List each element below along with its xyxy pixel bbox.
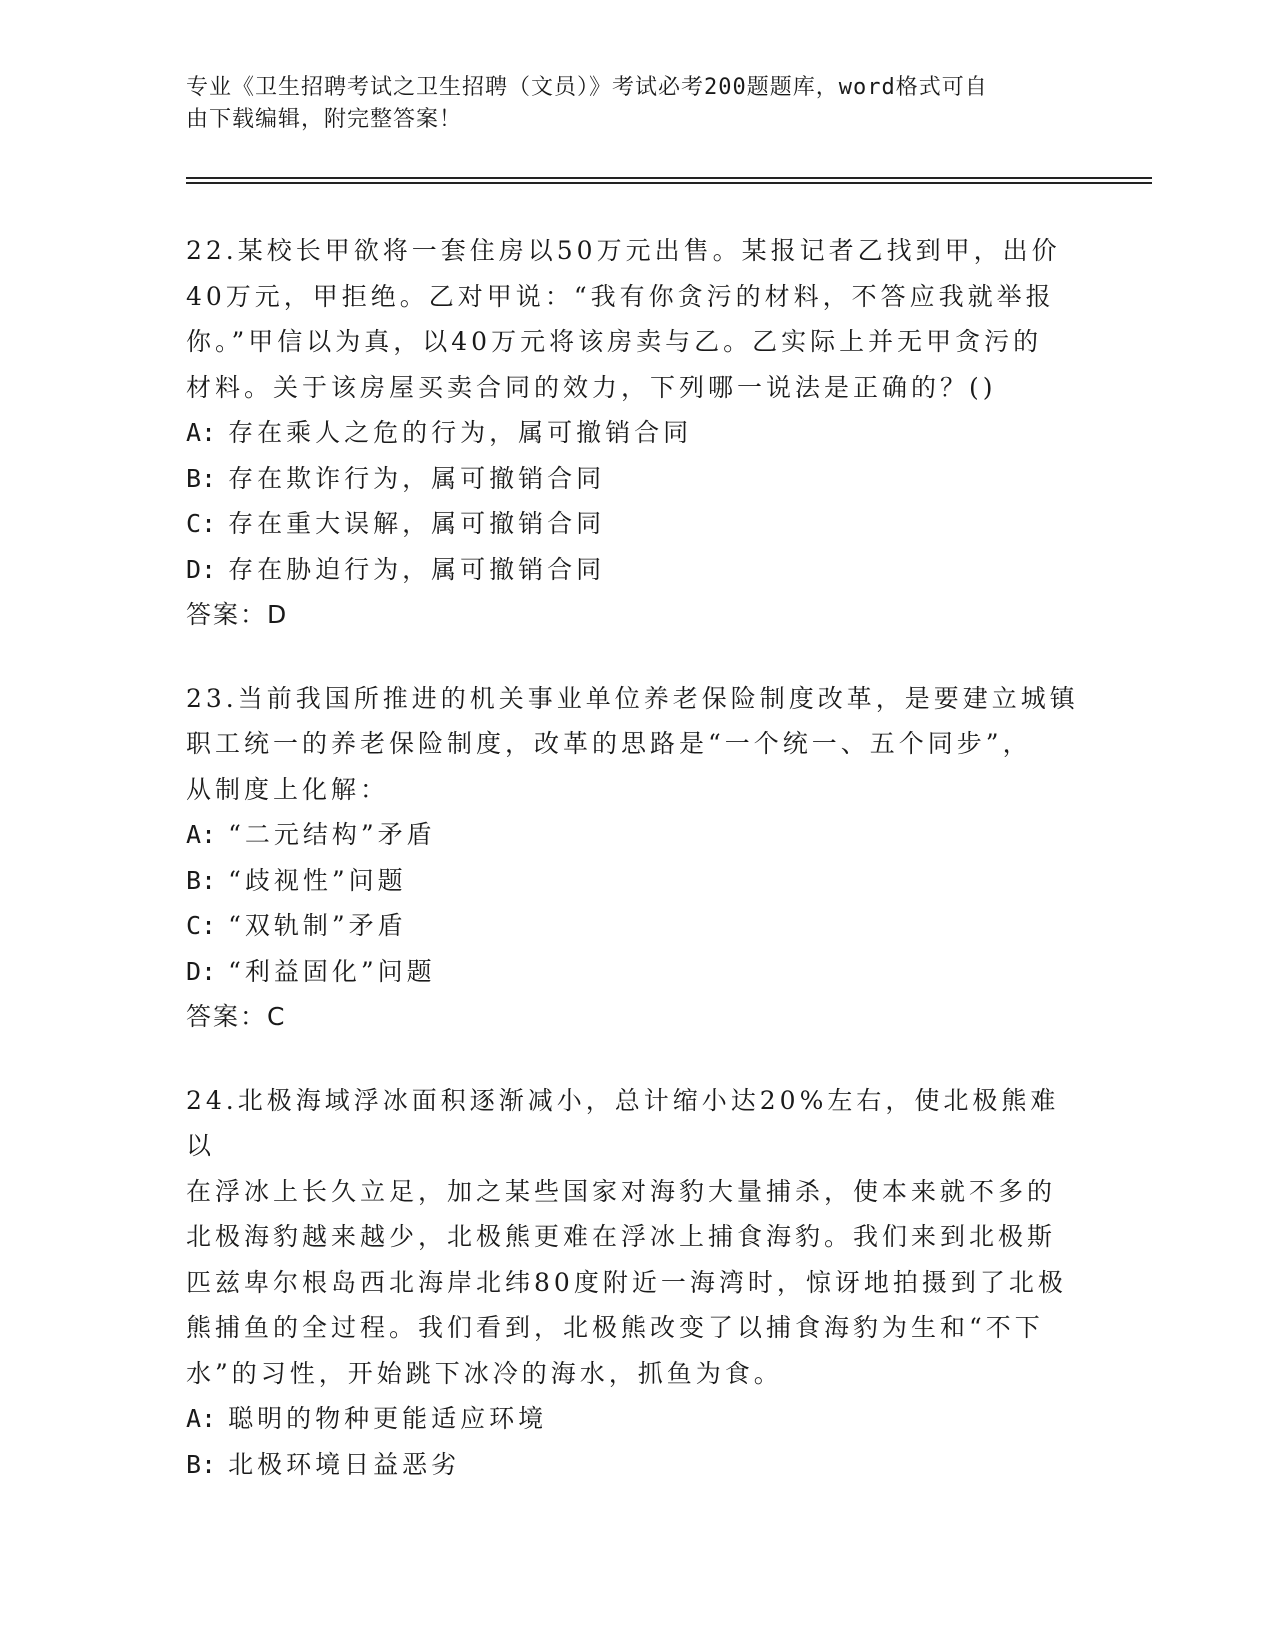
option-key: B:	[186, 865, 217, 895]
option-key: D:	[186, 554, 217, 584]
option-key: A:	[186, 1404, 217, 1433]
question-line: 北极海豹越来越少，北极熊更难在浮冰上捕食海豹。我们来到北极斯	[186, 1222, 1057, 1251]
option-b	[186, 456, 1086, 502]
option-text: “二元结构”矛盾	[228, 820, 436, 849]
option-a	[186, 410, 1086, 456]
option-key: B:	[186, 463, 217, 493]
question-22	[186, 228, 1086, 638]
question-line: 24.北极海域浮冰面积逐渐减小，总计缩小达20%左右，使北极熊难以	[186, 1085, 1060, 1160]
question-line: 22.某校长甲欲将一套住房以50万元出售。某报记者乙找到甲，出价	[186, 236, 1061, 265]
header-line-1: 专业《卫生招聘考试之卫生招聘（文员）》考试必考200题题库，word格式可自	[186, 75, 988, 100]
option-key: C:	[186, 911, 217, 940]
option-c	[186, 501, 1086, 547]
answer-label: 答案：D	[186, 600, 289, 629]
option-text: 存在胁迫行为，属可撤销合同	[228, 554, 606, 584]
question-line: 从制度上化解：	[186, 774, 390, 804]
option-key: C:	[186, 509, 217, 538]
option-key: B:	[186, 1449, 217, 1479]
question-line: 水”的习性，开始跳下冰冷的海水，抓鱼为食。	[186, 1358, 783, 1388]
option-text: “双轨制”矛盾	[228, 911, 407, 940]
option-key: A:	[186, 820, 217, 849]
question-line: 材料。关于该房屋买卖合同的效力，下列哪一说法是正确的？()	[186, 372, 997, 402]
option-a	[186, 1396, 1086, 1442]
option-text: 存在重大误解，属可撤销合同	[228, 509, 606, 538]
option-text: 聪明的物种更能适应环境	[228, 1404, 548, 1433]
option-text: 存在欺诈行为，属可撤销合同	[228, 463, 606, 493]
answer-label: 答案：C	[186, 1002, 287, 1031]
header-line-2: 由下载编辑，附完整答案！	[186, 107, 463, 132]
option-d	[186, 547, 1086, 593]
option-text: 存在乘人之危的行为，属可撤销合同	[228, 418, 693, 447]
option-key: A:	[186, 418, 217, 447]
option-b	[186, 1442, 1086, 1488]
option-text: “利益固化”问题	[228, 956, 436, 986]
question-23	[186, 676, 1086, 1040]
question-line: 职工统一的养老保险制度，改革的思路是“一个统一、五个同步”，	[186, 729, 1032, 758]
question-line: 你。”甲信以为真，以40万元将该房卖与乙。乙实际上并无甲贪污的	[186, 327, 1043, 356]
option-a	[186, 812, 1086, 858]
option-c	[186, 903, 1086, 949]
option-b	[186, 858, 1086, 904]
option-text: 北极环境日益恶劣	[228, 1449, 461, 1479]
question-line: 40万元，甲拒绝。乙对甲说：“我有你贪污的材料，不答应我就举报	[186, 281, 1055, 311]
question-line: 匹兹卑尔根岛西北海岸北纬80度附近一海湾时，惊讶地拍摄到了北极	[186, 1267, 1067, 1297]
question-line: 在浮冰上长久立足，加之某些国家对海豹大量捕杀，使本来就不多的	[186, 1176, 1057, 1206]
option-d	[186, 949, 1086, 995]
header-divider-bottom	[186, 182, 1152, 184]
document-header	[186, 72, 1066, 136]
question-24	[186, 1078, 1086, 1488]
question-list	[186, 228, 1086, 1525]
question-line: 熊捕鱼的全过程。我们看到，北极熊改变了以捕食海豹为生和“不下	[186, 1313, 1044, 1342]
option-text: “歧视性”问题	[228, 865, 407, 895]
option-key: D:	[186, 956, 217, 986]
header-divider-top	[186, 177, 1152, 179]
question-line: 23.当前我国所推进的机关事业单位养老保险制度改革，是要建立城镇	[186, 683, 1079, 713]
